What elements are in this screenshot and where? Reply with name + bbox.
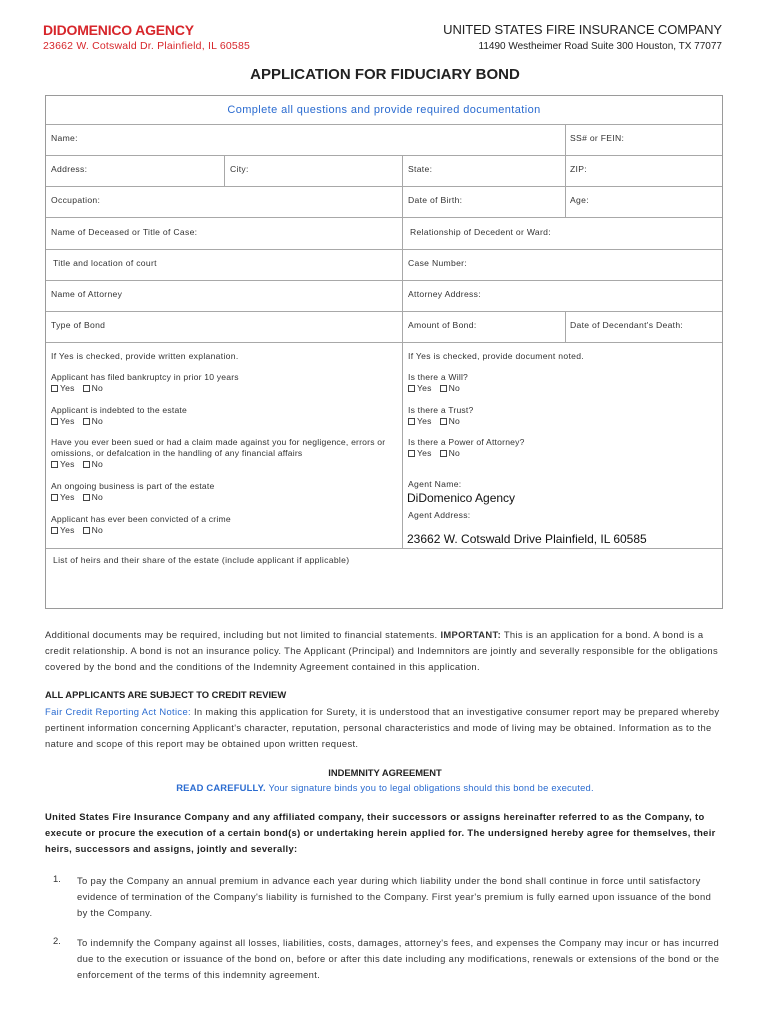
form-divider	[46, 280, 722, 281]
question-convicted	[51, 514, 391, 536]
question-indebted	[51, 405, 391, 427]
list-item: To pay the Company an annual premium in advance each year during which liability under the bond shall continue in force until satisfactory evidence of termination of the Company's liability is furnished to the Company. First year's premium is fully earned upon issuance of the bond by the Company.	[77, 875, 712, 918]
question-sued	[51, 437, 396, 470]
checkbox[interactable]	[83, 461, 90, 468]
list-number: 1.	[53, 873, 61, 884]
application-form	[45, 95, 723, 609]
yes-label: Yes	[60, 416, 75, 426]
disclaimer-text: Additional documents may be required, including but not limited to financial statements.	[45, 629, 438, 640]
form-divider	[224, 155, 225, 186]
checkbox[interactable]	[51, 527, 58, 534]
no-option[interactable]	[440, 448, 460, 458]
yes-option[interactable]	[408, 383, 432, 393]
no-label: No	[91, 525, 104, 535]
yes-option[interactable]	[51, 459, 75, 469]
question-business	[51, 481, 391, 503]
agent-address-label: Agent Address:	[408, 510, 471, 520]
yes-label: Yes	[60, 525, 75, 535]
indemnity-intro: United States Fire Insurance Company and any affiliated company, their successors or assigns hereinafter referred to as the Company, to execute or procure the execution of a certain bond(s) or undertaking herein applied for. The undersigned hereby agree for themselves, their heirs, successors and assigns, jointly and severally:	[45, 811, 716, 854]
checkbox[interactable]	[51, 494, 58, 501]
left-note: If Yes is checked, provide written explanation.	[51, 351, 239, 361]
company-name: UNITED STATES FIRE INSURANCE COMPANY	[443, 22, 722, 37]
question-text: Applicant has ever been convicted of a crime	[51, 514, 231, 524]
court-field[interactable]: Title and location of court	[53, 258, 157, 268]
page-title: APPLICATION FOR FIDUCIARY BOND	[250, 66, 520, 83]
form-divider	[565, 155, 566, 217]
checkbox[interactable]	[83, 494, 90, 501]
yes-option[interactable]	[51, 525, 75, 535]
agent-name-field[interactable]: DiDomenico Agency	[407, 491, 516, 505]
read-carefully-label: READ CAREFULLY.	[176, 782, 266, 793]
checkbox[interactable]	[83, 527, 90, 534]
agent-name-label: Agent Name:	[408, 479, 462, 489]
checkbox[interactable]	[408, 418, 415, 425]
company-address: 11490 Westheimer Road Suite 300 Houston, TX 77077	[478, 41, 722, 52]
question-will	[408, 372, 708, 394]
form-divider	[46, 217, 722, 218]
fcra-label: Fair Credit Reporting Act Notice:	[45, 706, 191, 717]
checkbox[interactable]	[51, 461, 58, 468]
read-carefully-note	[0, 782, 770, 793]
yes-option[interactable]	[51, 416, 75, 426]
disclaimer-text: This is an application for a bond. A bond is a credit relationship. A bond is not an insurance policy. The Applicant (Principal) and Indemnitors are jointly and severally responsible for the obligations covered by the bond and the conditions of the Indemnity Agreement contained in this application.	[45, 629, 718, 672]
age-field[interactable]: Age:	[570, 195, 589, 205]
ssn-field[interactable]: SS# or FEIN:	[570, 133, 625, 143]
form-divider	[46, 548, 722, 549]
yes-label: Yes	[60, 492, 75, 502]
fcra-text: In making this application for Surety, it is understood that an investigative consumer report may be prepared whereby pertinent information concerning Applicant's character, reputation, personal characteristics and mode of living may be obtained. Information as to the nature and scope of this report may be obtained upon written request.	[45, 706, 720, 749]
question-text: Is there a Will?	[408, 372, 469, 382]
yes-option[interactable]	[408, 448, 432, 458]
no-label: No	[91, 492, 104, 502]
yes-label: Yes	[60, 383, 75, 393]
dob-field[interactable]: Date of Birth:	[408, 195, 463, 205]
question-text: Is there a Trust?	[408, 405, 474, 415]
no-label: No	[91, 383, 104, 393]
agency-name: DIDOMENICO AGENCY	[43, 22, 194, 38]
form-divider	[565, 311, 566, 342]
checkbox[interactable]	[51, 385, 58, 392]
yes-label: Yes	[417, 448, 432, 458]
city-field[interactable]: City:	[230, 164, 249, 174]
no-option[interactable]	[83, 416, 103, 426]
no-option[interactable]	[83, 492, 103, 502]
form-divider	[46, 249, 722, 250]
zip-field[interactable]: ZIP:	[570, 164, 587, 174]
list-number: 2.	[53, 935, 61, 946]
form-divider	[46, 342, 722, 343]
death-date-field[interactable]: Date of Decendant's Death:	[570, 320, 684, 330]
no-option[interactable]	[440, 383, 460, 393]
name-field[interactable]: Name:	[51, 133, 78, 143]
form-divider	[46, 124, 722, 125]
question-text: An ongoing business is part of the estate	[51, 481, 215, 491]
question-text: Have you ever been sued or had a claim made against you for negligence, errors or omissions, or defalcation in the handling of any financial affairs	[51, 437, 386, 458]
important-label: IMPORTANT:	[440, 629, 502, 640]
read-carefully-text: Your signature binds you to legal obligations should this bond be executed.	[268, 782, 594, 793]
no-label: No	[91, 459, 104, 469]
list-item: To indemnify the Company against all losses, liabilities, costs, damages, attorney's fees, and expenses the Company may incur or has incurred due to the execution or issuance of the bond on, before or after this date including any modifications, renewals or extensions of the bond or the enforcement of the terms of this indemnity agreement.	[77, 937, 720, 980]
question-trust	[408, 405, 708, 427]
form-subtitle: Complete all questions and provide required documentation	[227, 104, 541, 116]
relationship-field[interactable]: Relationship of Decedent or Ward:	[410, 227, 551, 237]
case-number-field[interactable]: Case Number:	[408, 258, 468, 268]
form-divider	[46, 155, 722, 156]
disclaimer-paragraph	[45, 627, 725, 675]
no-label: No	[91, 416, 104, 426]
heirs-field[interactable]: List of heirs and their share of the estate (include applicant if applicable)	[53, 555, 350, 565]
credit-review-heading: ALL APPLICANTS ARE SUBJECT TO CREDIT REVIEW	[45, 689, 287, 700]
form-divider	[565, 124, 566, 155]
attorney-field[interactable]: Name of Attorney	[51, 289, 123, 299]
form-divider	[46, 311, 722, 312]
right-note: If Yes is checked, provide document noted.	[408, 351, 584, 361]
agency-address: 23662 W. Cotswald Dr. Plainfield, IL 60585	[43, 40, 251, 52]
no-label: No	[448, 416, 461, 426]
question-text: Is there a Power of Attorney?	[408, 437, 525, 447]
question-bankruptcy	[51, 372, 391, 394]
no-label: No	[448, 383, 461, 393]
yes-label: Yes	[60, 459, 75, 469]
checkbox[interactable]	[51, 418, 58, 425]
question-text: Applicant is indebted to the estate	[51, 405, 187, 415]
no-option[interactable]	[83, 383, 103, 393]
bond-type-field[interactable]: Type of Bond	[51, 320, 106, 330]
question-text: Applicant has filed bankruptcy in prior 10 years	[51, 372, 239, 382]
no-option[interactable]	[83, 525, 103, 535]
no-option[interactable]	[440, 416, 460, 426]
checkbox[interactable]	[83, 385, 90, 392]
attorney-address-field[interactable]: Attorney Address:	[408, 289, 481, 299]
indemnity-heading: INDEMNITY AGREEMENT	[328, 767, 442, 778]
checkbox[interactable]	[440, 385, 447, 392]
form-divider	[46, 186, 722, 187]
yes-label: Yes	[417, 383, 432, 393]
yes-option[interactable]	[408, 416, 432, 426]
checkbox[interactable]	[440, 450, 447, 457]
state-field[interactable]: State:	[408, 164, 433, 174]
agent-address-field[interactable]: 23662 W. Cotswald Drive Plainfield, IL 60585	[407, 532, 647, 546]
address-field[interactable]: Address:	[51, 164, 88, 174]
checkbox[interactable]	[440, 418, 447, 425]
form-divider	[402, 155, 403, 548]
yes-option[interactable]	[51, 492, 75, 502]
no-label: No	[448, 448, 461, 458]
yes-label: Yes	[417, 416, 432, 426]
deceased-field[interactable]: Name of Deceased or Title of Case:	[51, 227, 198, 237]
checkbox[interactable]	[83, 418, 90, 425]
occupation-field[interactable]: Occupation:	[51, 195, 101, 205]
question-poa	[408, 437, 708, 459]
checkbox[interactable]	[408, 450, 415, 457]
checkbox[interactable]	[408, 385, 415, 392]
fcra-paragraph	[45, 704, 725, 752]
bond-amount-field[interactable]: Amount of Bond:	[408, 320, 477, 330]
no-option[interactable]	[83, 459, 103, 469]
yes-option[interactable]	[51, 383, 75, 393]
